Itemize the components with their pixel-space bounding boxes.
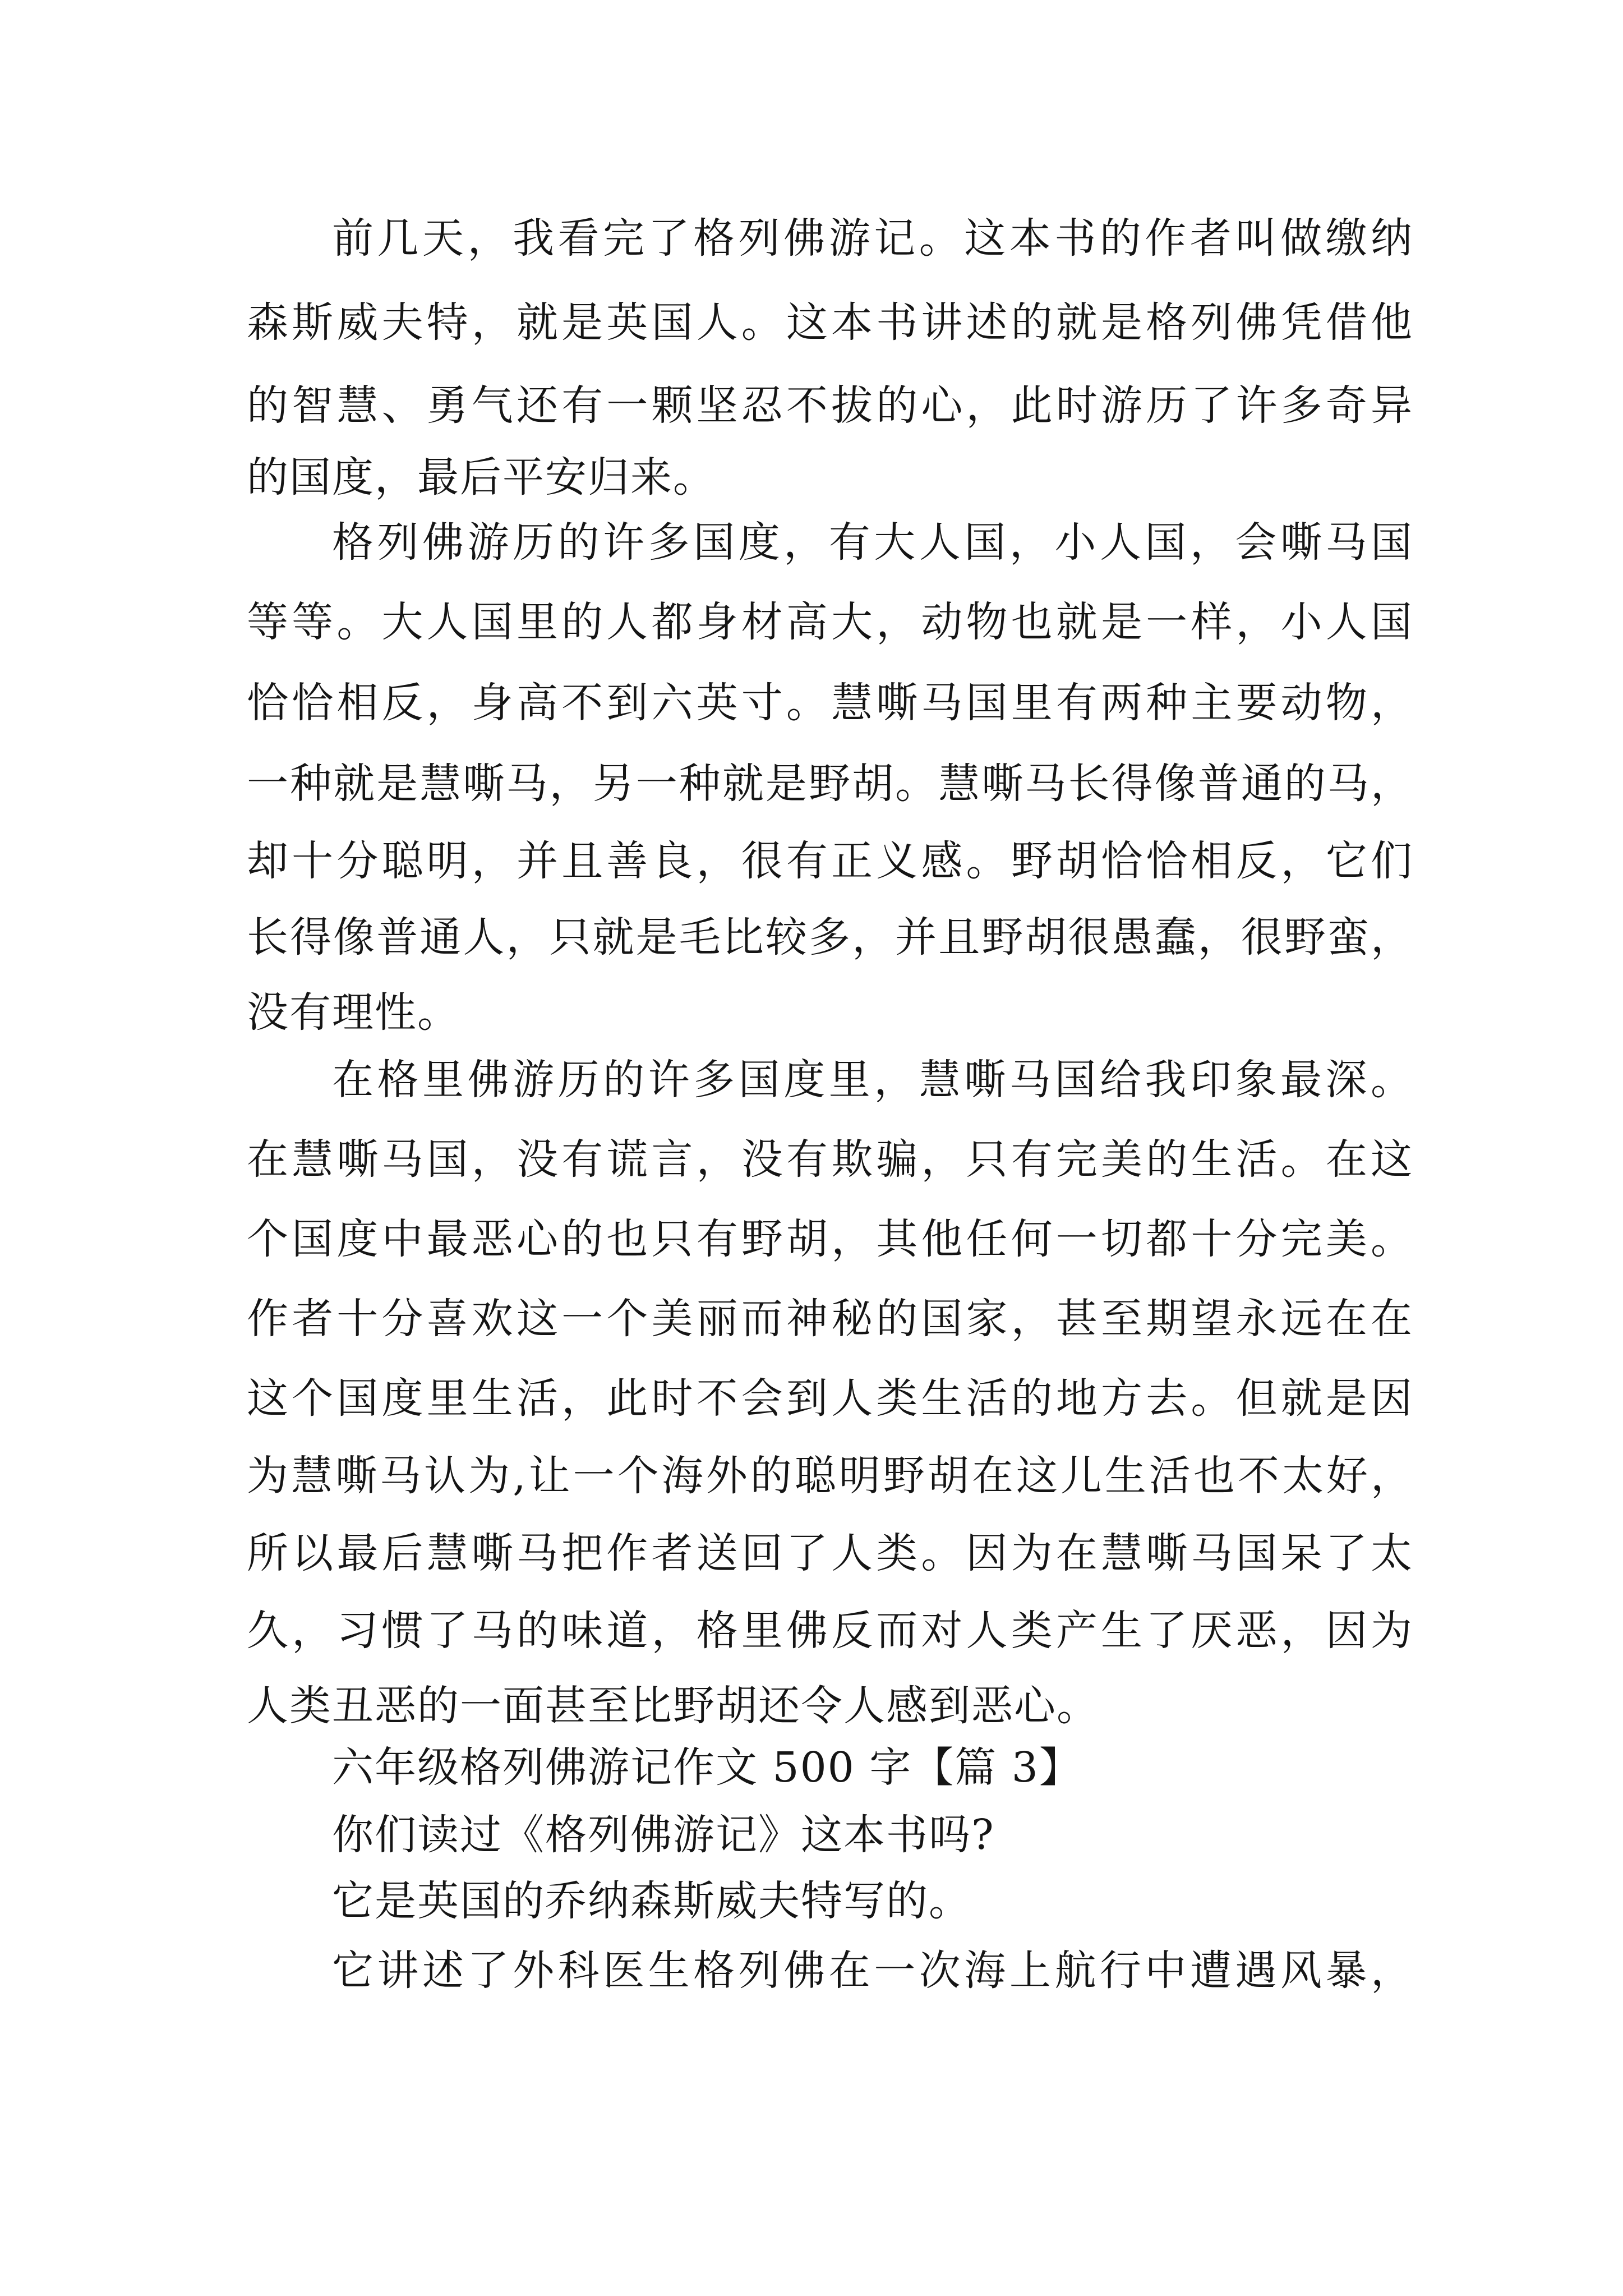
section-heading: 六年级格列佛游记作文 500 字【篇 3】 xyxy=(332,1743,1082,1792)
paragraph-1-line-2: 森斯威夫特，就是英国人。这本书讲述的就是格列佛凭借他 xyxy=(247,298,1413,347)
paragraph-2-line-3: 恰恰相反，身高不到六英寸。慧嘶马国里有两种主要动物， xyxy=(247,679,1413,727)
paragraph-3-line-7: 所以最后慧嘶马把作者送回了人类。因为在慧嘶马国呆了太 xyxy=(247,1529,1413,1577)
paragraph-2-line-5: 却十分聪明，并且善良，很有正义感。野胡恰恰相反，它们 xyxy=(247,837,1413,885)
paragraph-6-line-1: 它是英国的乔纳森斯威夫特写的。 xyxy=(332,1877,971,1925)
paragraph-3-line-4: 作者十分喜欢这一个美丽而神秘的国家，甚至期望永远在在 xyxy=(247,1295,1413,1343)
paragraph-1-line-3: 的智慧、勇气还有一颗坚忍不拔的心，此时游历了许多奇异 xyxy=(247,381,1413,430)
paragraph-2-line-4: 一种就是慧嘶马，另一种就是野胡。慧嘶马长得像普通的马， xyxy=(247,760,1413,808)
paragraph-2-line-6: 长得像普通人，只就是毛比较多，并且野胡很愚蠢，很野蛮， xyxy=(247,913,1413,961)
paragraph-3-line-6: 为慧嘶马认为,让一个海外的聪明野胡在这儿生活也不太好， xyxy=(247,1452,1413,1500)
paragraph-7-line-1: 它讲述了外科医生格列佛在一次海上航行中遭遇风暴， xyxy=(332,1947,1413,1995)
paragraph-3-line-5: 这个国度里生活，此时不会到人类生活的地方去。但就是因 xyxy=(247,1374,1413,1423)
paragraph-2-line-1: 格列佛游历的许多国度，有大人国，小人国，会嘶马国 xyxy=(332,518,1413,567)
paragraph-5-line-1: 你们读过《格列佛游记》这本书吗? xyxy=(332,1811,995,1859)
paragraph-3-line-1: 在格里佛游历的许多国度里，慧嘶马国给我印象最深。 xyxy=(332,1056,1413,1104)
paragraph-3-line-3: 个国度中最恶心的也只有野胡，其他任何一切都十分完美。 xyxy=(247,1215,1413,1263)
paragraph-3-line-8: 久，习惯了马的味道，格里佛反而对人类产生了厌恶，因为 xyxy=(247,1607,1413,1655)
paragraph-2-line-2: 等等。大人国里的人都身材高大，动物也就是一样，小人国 xyxy=(247,598,1413,646)
paragraph-1-line-4: 的国度，最后平安归来。 xyxy=(247,453,716,501)
paragraph-3-line-2: 在慧嘶马国，没有谎言，没有欺骗，只有完美的生活。在这 xyxy=(247,1135,1413,1184)
paragraph-1-line-1: 前几天，我看完了格列佛游记。这本书的作者叫做缴纳 xyxy=(332,214,1413,263)
paragraph-2-line-7: 没有理性。 xyxy=(247,988,460,1037)
paragraph-3-line-9: 人类丑恶的一面甚至比野胡还令人感到恶心。 xyxy=(247,1682,1099,1730)
